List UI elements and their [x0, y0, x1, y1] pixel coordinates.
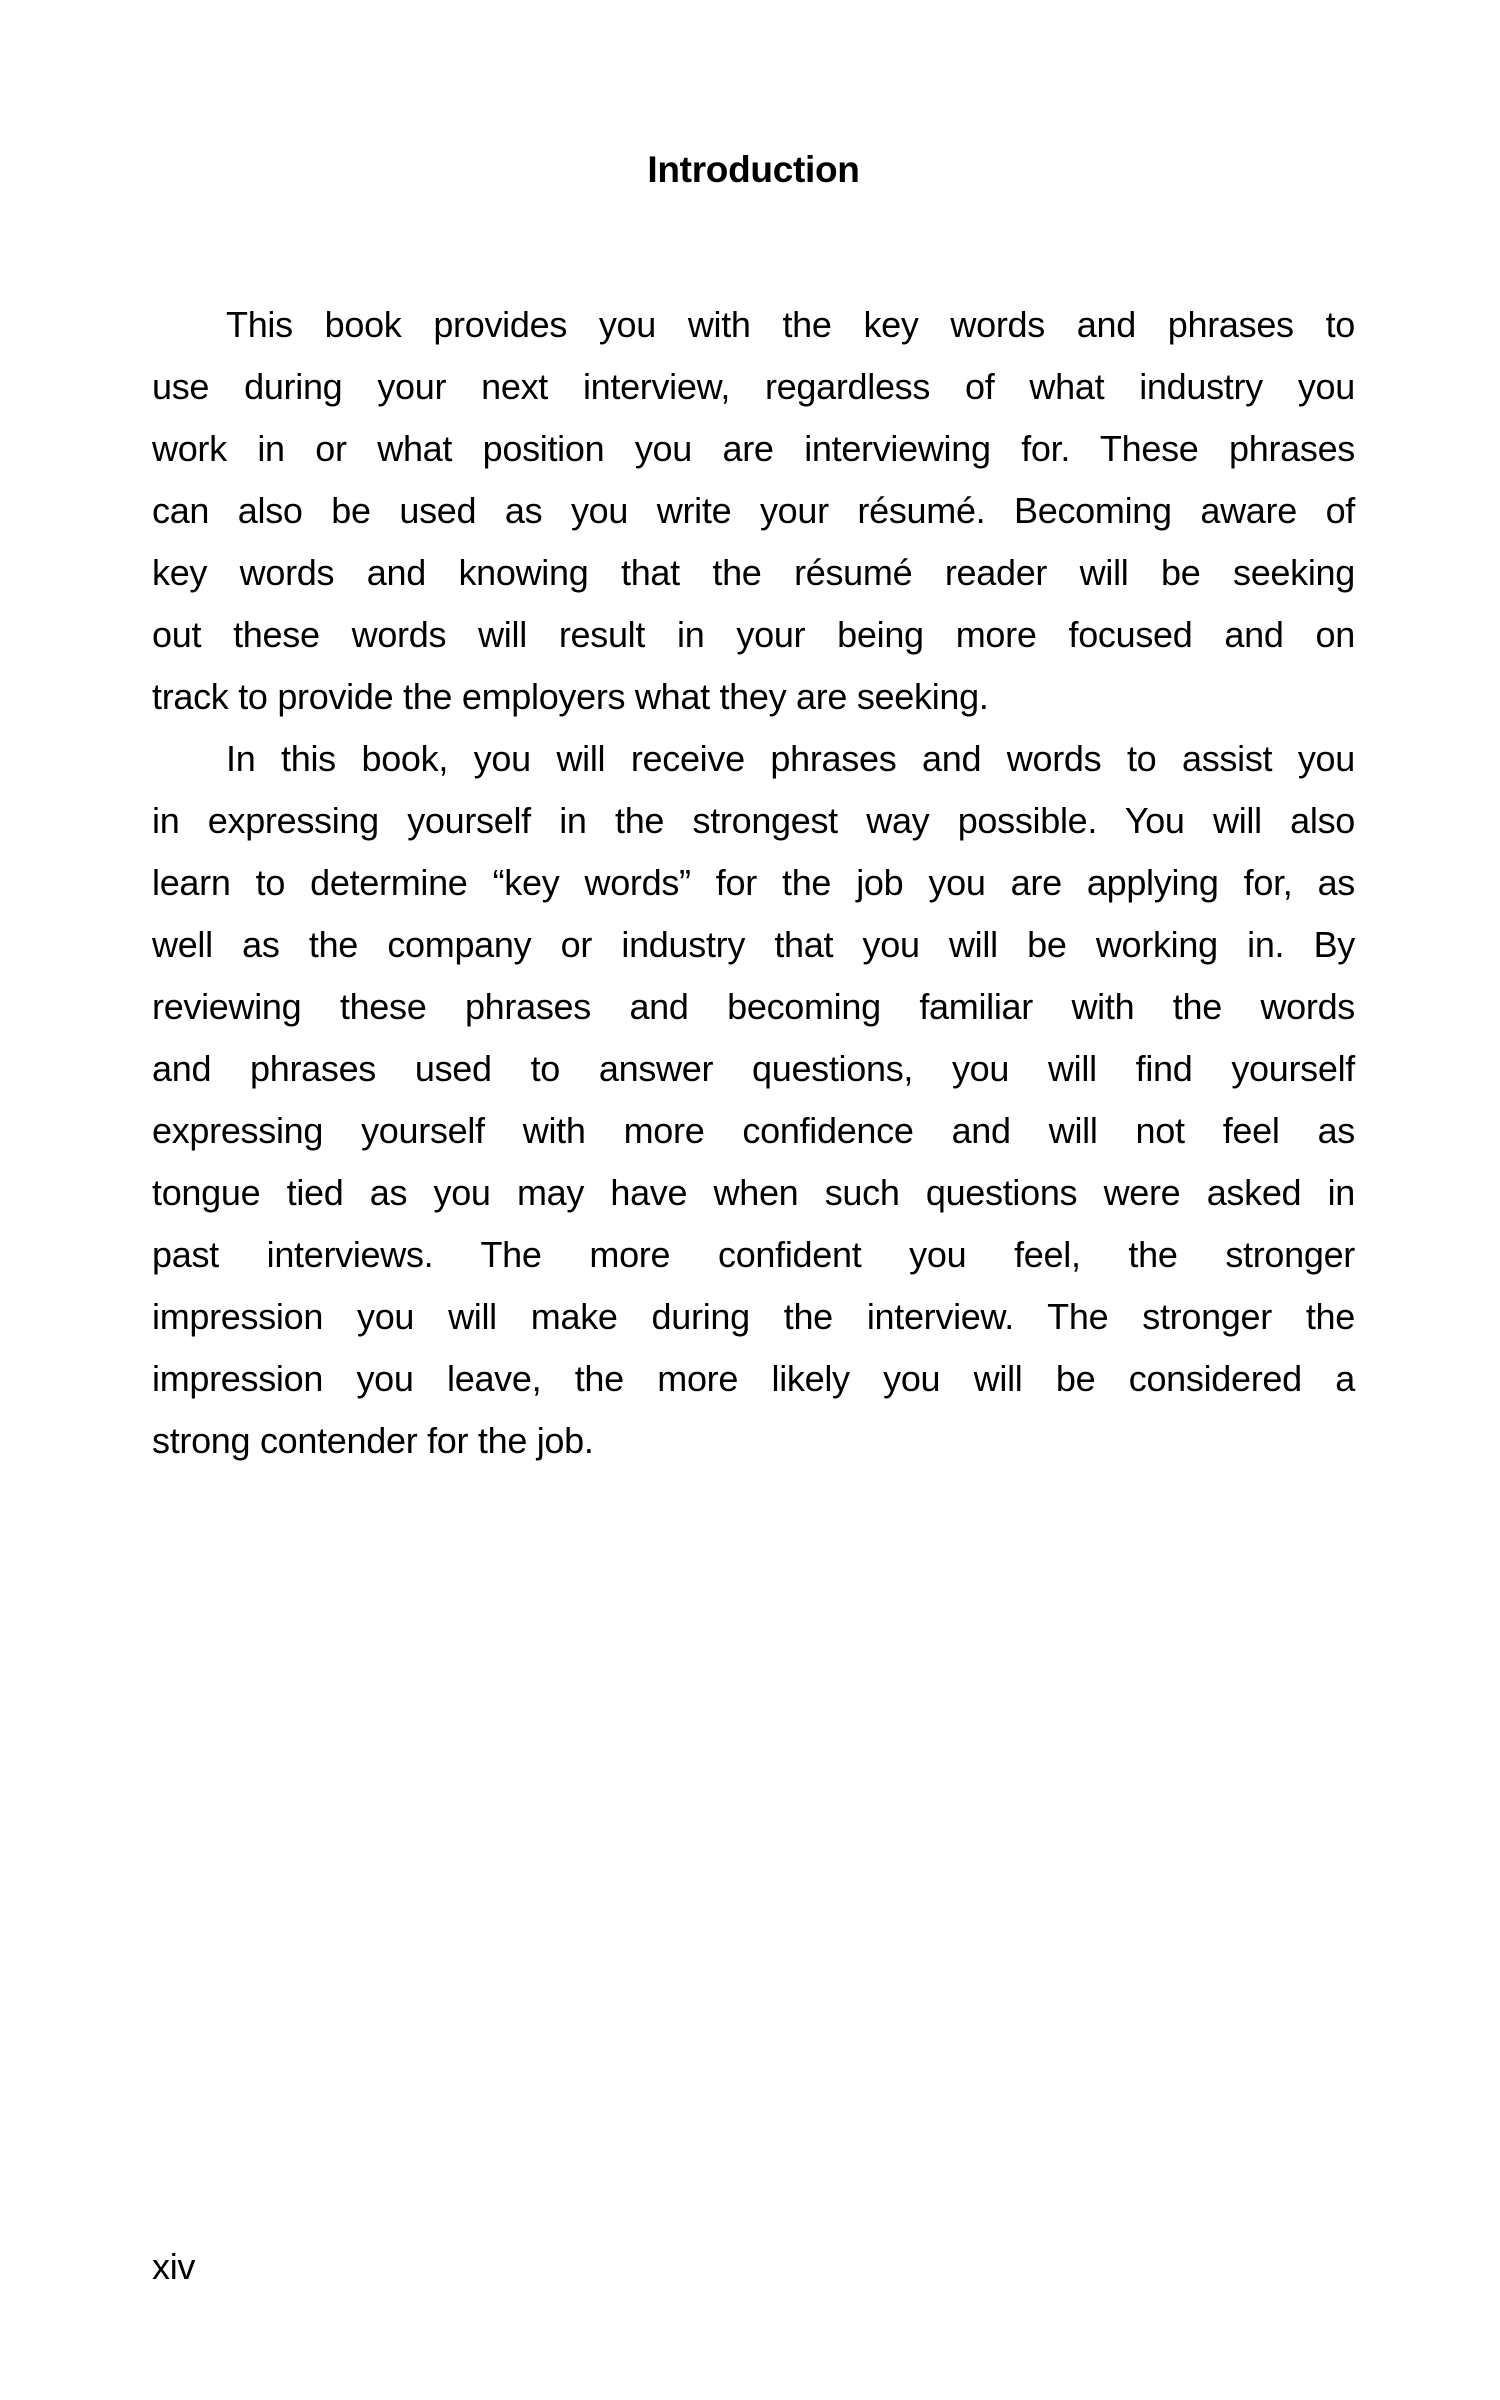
text-line: out these words will result in your being more focused and on: [152, 614, 1355, 655]
text-line: tongue tied as you may have when such questions were asked in: [152, 1172, 1355, 1213]
text-line: well as the company or industry that you will be working in. By: [152, 924, 1355, 965]
page-number: xiv: [152, 2246, 196, 2287]
text-line: learn to determine “key words” for the job you are applying for, as: [152, 862, 1355, 903]
text-line: use during your next interview, regardless of what industry you: [152, 366, 1355, 407]
text-line: impression you will make during the interview. The stronger the: [152, 1296, 1355, 1337]
text-line: expressing yourself with more confidence and will not feel as: [152, 1110, 1355, 1151]
paragraph: [152, 294, 1355, 728]
text-line: reviewing these phrases and becoming familiar with the words: [152, 986, 1355, 1027]
paragraph: [152, 728, 1355, 1472]
text-line: can also be used as you write your résumé. Becoming aware of: [152, 490, 1355, 531]
text-line: and phrases used to answer questions, you will find yourself: [152, 1048, 1355, 1089]
text-line: In this book, you will receive phrases and words to assist you: [226, 738, 1355, 779]
page-title: Introduction: [647, 149, 860, 190]
text-line: key words and knowing that the résumé reader will be seeking: [152, 552, 1355, 593]
text-line: This book provides you with the key words and phrases to: [226, 304, 1355, 345]
text-line: in expressing yourself in the strongest way possible. You will also: [152, 800, 1355, 841]
text-line: past interviews. The more confident you feel, the stronger: [152, 1234, 1355, 1275]
text-line: strong contender for the job.: [152, 1420, 594, 1461]
body-text: [152, 294, 1355, 1472]
text-line: impression you leave, the more likely you will be considered a: [152, 1358, 1355, 1399]
text-line: track to provide the employers what they are seeking.: [152, 676, 989, 717]
text-line: work in or what position you are interviewing for. These phrases: [152, 428, 1355, 469]
